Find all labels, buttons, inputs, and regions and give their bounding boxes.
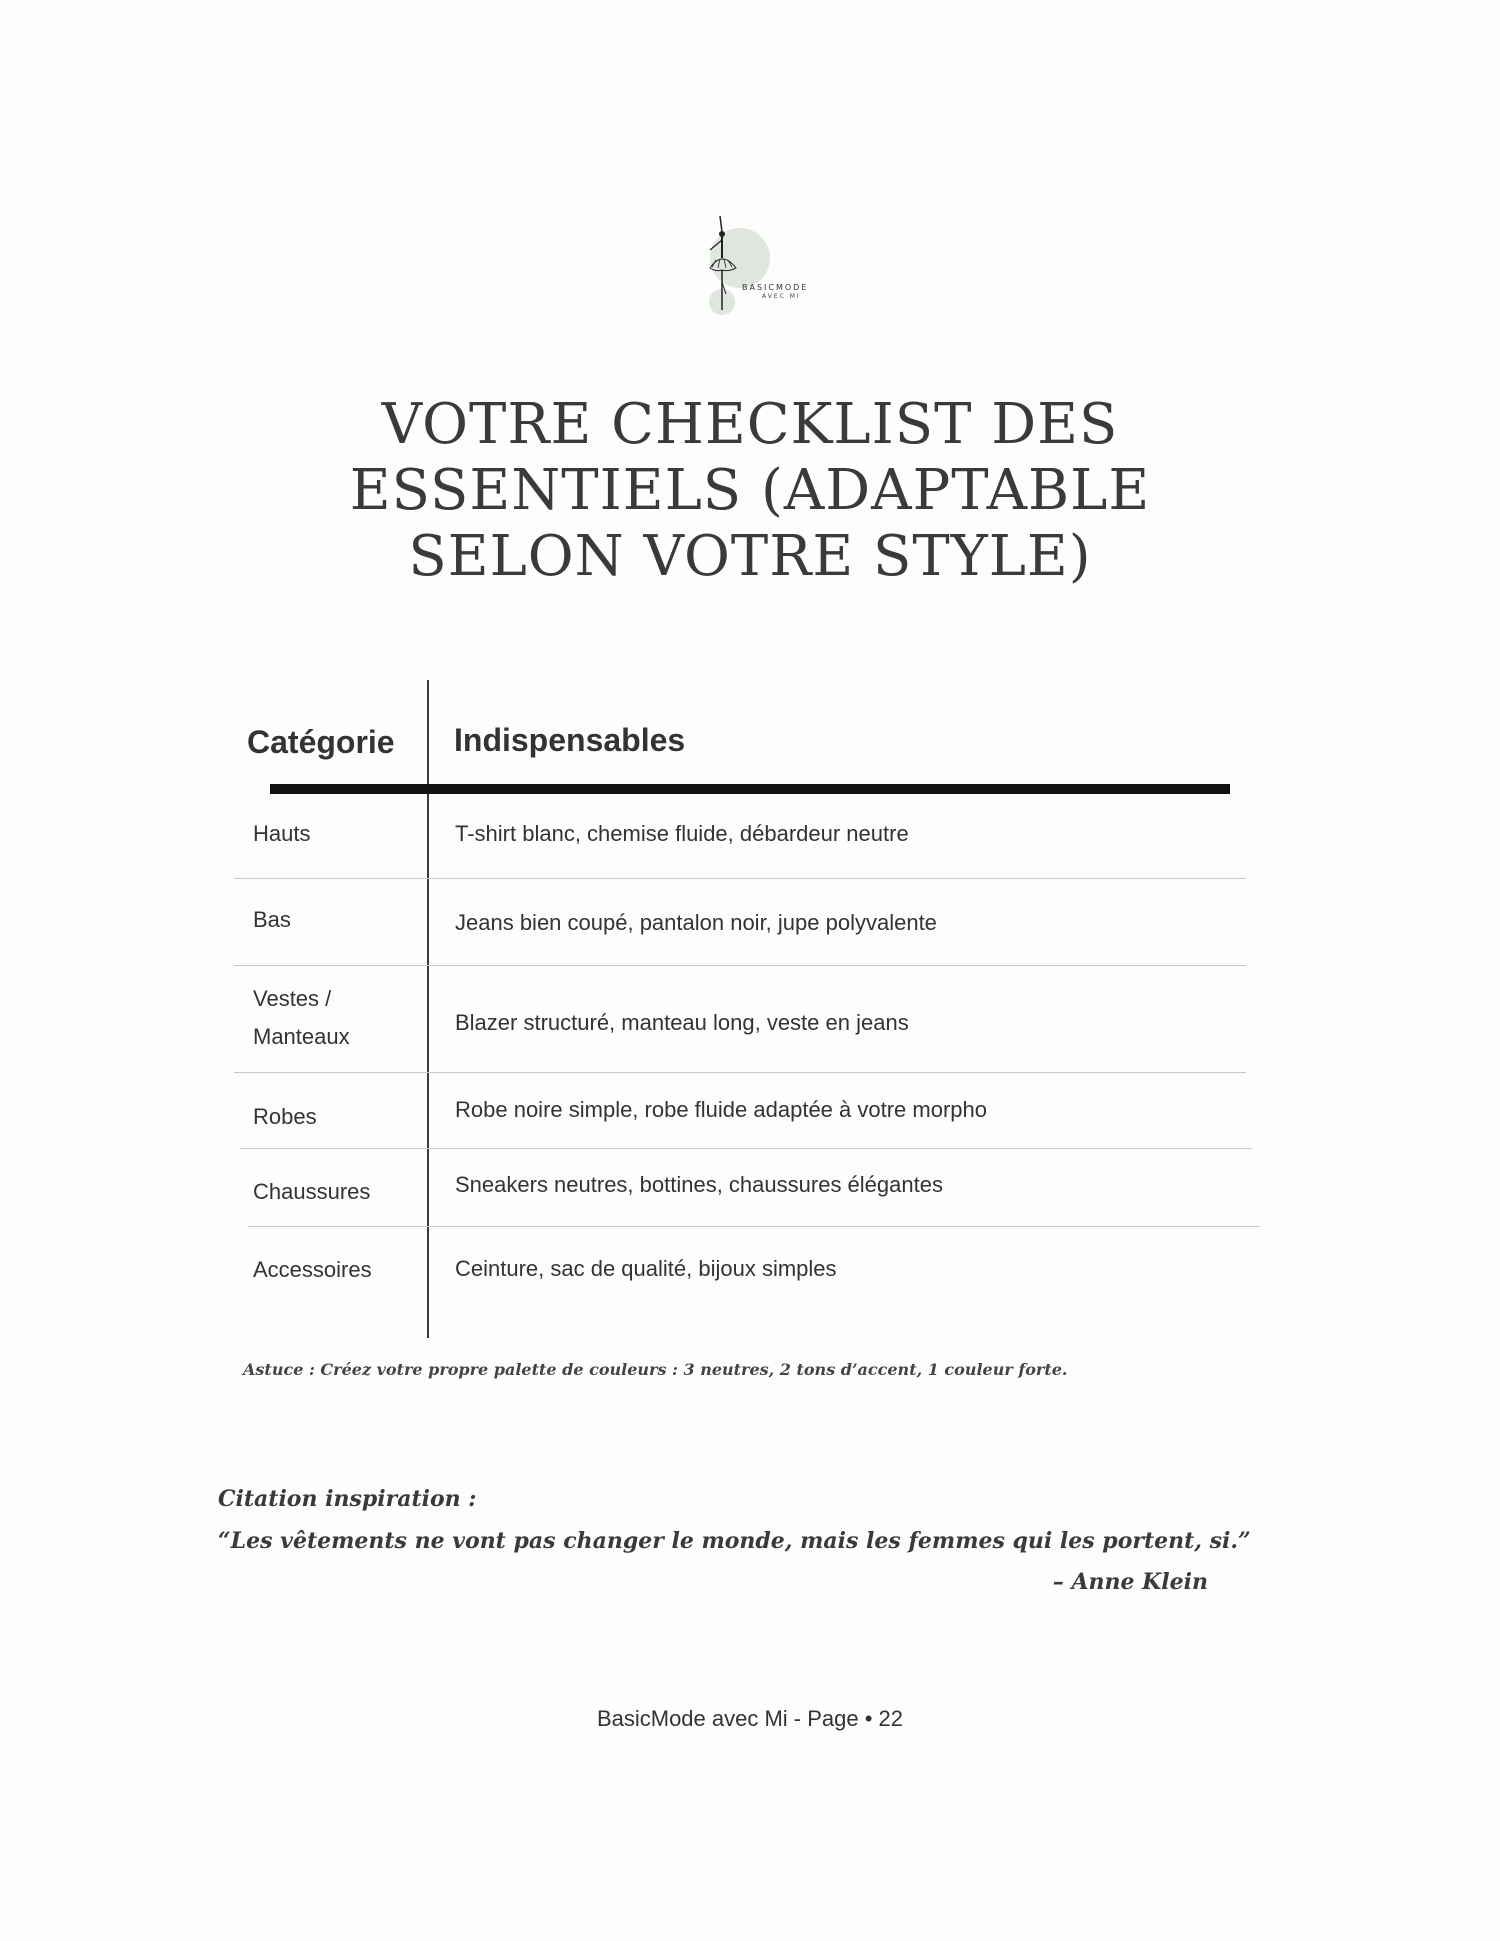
brand-logo	[680, 210, 810, 325]
table-row-divider	[240, 1148, 1252, 1149]
tip-text: Astuce : Créez votre propre palette de couleurs : 3 neutres, 2 tons d’accent, 1 couleur forte.	[243, 1360, 1068, 1379]
table-cell-category: Hauts	[253, 821, 311, 846]
table-cell-category: Vestes / Manteaux	[253, 986, 350, 1049]
table-row-divider	[234, 878, 1246, 879]
table-row-divider	[234, 1072, 1246, 1073]
table-cell-items: T-shirt blanc, chemise fluide, débardeur neutre	[455, 821, 909, 846]
logo-brand-text: BASICMODE	[742, 283, 809, 292]
table-cell-category: Robes	[253, 1104, 317, 1129]
table-cell-category: Bas	[253, 907, 291, 932]
table-cell-category: Accessoires	[253, 1257, 372, 1282]
table-row-divider	[234, 965, 1246, 966]
table-cell-items: Jeans bien coupé, pantalon noir, jupe polyvalente	[455, 910, 937, 935]
table-header-items: Indispensables	[454, 722, 686, 758]
table-header-rule	[270, 784, 1230, 794]
logo-sub-text: AVEC MI	[762, 293, 801, 300]
table-row-divider	[248, 1226, 1260, 1227]
table-cell-items: Sneakers neutres, bottines, chaussures élégantes	[455, 1172, 943, 1197]
quote-author: – Anne Klein	[1052, 1569, 1208, 1595]
table-header-category: Catégorie	[247, 724, 395, 760]
table-cell-category: Chaussures	[253, 1179, 371, 1204]
table-cell-items: Ceinture, sac de qualité, bijoux simples	[455, 1256, 837, 1281]
dancer-logo-icon	[680, 210, 810, 325]
table-cell-items: Blazer structuré, manteau long, veste en jeans	[455, 1010, 909, 1035]
page-title: VOTRE CHECKLIST DES ESSENTIELS (ADAPTABLE SELON VOTRE STYLE)	[349, 392, 1151, 589]
table-column-divider	[427, 680, 429, 1338]
quote-text: “Les vêtements ne vont pas changer le monde, mais les femmes qui les portent, si.”	[218, 1528, 1251, 1554]
quote-label: Citation inspiration :	[218, 1486, 477, 1512]
table-cell-items: Robe noire simple, robe fluide adaptée à votre morpho	[455, 1097, 987, 1122]
page-footer: BasicMode avec Mi - Page • 22	[596, 1706, 904, 1731]
